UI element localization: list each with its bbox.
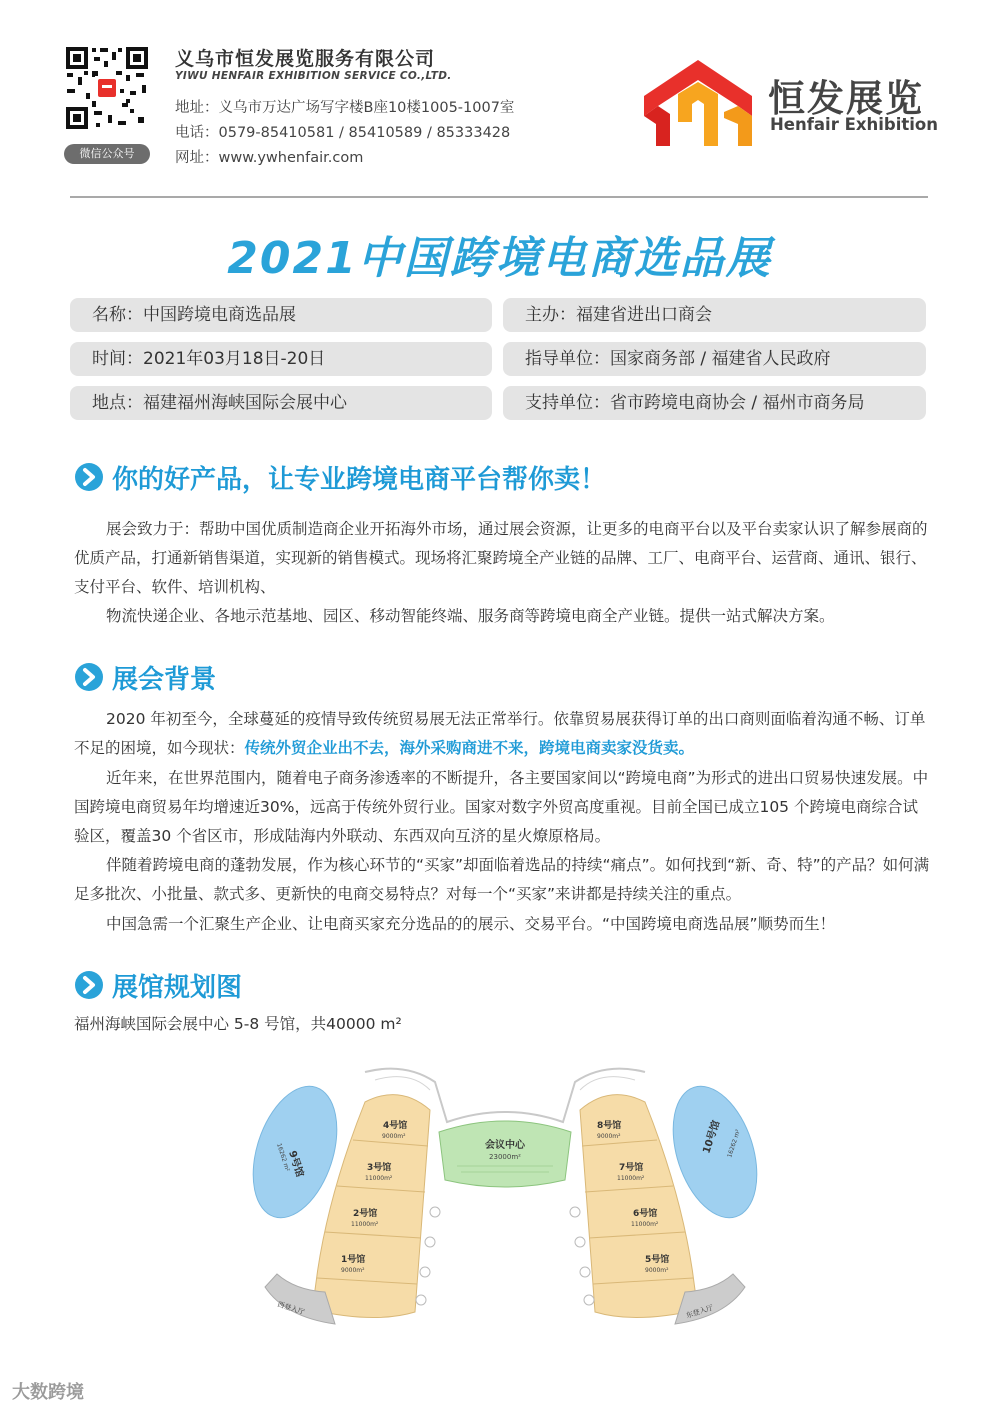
- hall-9-label: 9号馆: [286, 1149, 305, 1179]
- hall-5-label: 5号馆: [645, 1255, 670, 1265]
- address: 地址：义乌市万达广场写字楼B座10楼1005-1007室: [175, 100, 515, 116]
- section-title-background: 展会背景: [112, 665, 217, 695]
- chevron-right-icon: [74, 662, 104, 692]
- info-name: 名称：中国跨境电商选品展: [70, 298, 492, 332]
- hall-1-label: 1号馆: [341, 1255, 366, 1265]
- hall-7-area: 11000m²: [617, 1175, 645, 1182]
- hall-2-label: 2号馆: [353, 1209, 378, 1219]
- section-title-products: 你的好产品，让专业跨境电商平台帮你卖！: [112, 465, 607, 495]
- floorplan-caption: 福州海峡国际会展中心 5-8 号馆，共40000 m²: [74, 1015, 402, 1033]
- qr-code: [64, 45, 150, 131]
- hall-8-area: 9000m²: [597, 1133, 621, 1140]
- info-organizer: 主办：福建省进出口商会: [503, 298, 926, 332]
- hall-1-area: 9000m²: [341, 1267, 365, 1274]
- hall-6-area: 11000m²: [631, 1221, 659, 1228]
- west-entrance-label: 西登入厅: [276, 1300, 306, 1317]
- company-name-cn: 义乌市恒发展览服务有限公司: [175, 48, 436, 70]
- floor-plan: [225, 1062, 785, 1342]
- section2-paragraph-3: 伴随着跨境电商的蓬勃发展，作为核心环节的“买家”却面临着选品的持续“痛点”。如何找到“新、奇、特”的产品？如何满足多批次、小批量、款式多、更新快的电商交易特点？对每一个“买家”来讲都是持续关注的重点。: [74, 856, 930, 903]
- hall-8-label: 8号馆: [597, 1121, 622, 1131]
- chevron-right-icon: [74, 462, 104, 492]
- hall-7-label: 7号馆: [619, 1163, 644, 1173]
- logo-text-en: Henfair Exhibition: [770, 115, 939, 134]
- hall-5-area: 9000m²: [645, 1267, 669, 1274]
- phone: 电话：0579-85410581 / 85410589 / 85333428: [175, 125, 511, 141]
- qr-tag: 微信公众号: [64, 144, 150, 164]
- info-support: 支持单位：省市跨境电商协会 / 福州市商务局: [503, 386, 926, 420]
- section2-paragraph-1: [74, 705, 930, 763]
- section2-paragraph-2: 近年来，在世界范围内，随着电子商务渗透率的不断提升，各主要国家间以“跨境电商”为形式的进出口贸易快速发展。中国跨境电商贸易年均增速近30%，远高于传统外贸行业。国家对数字外贸高度重视。目前全国已成立105 个跨境电商综合试验区，覆盖30 个省区市，形成陆海内外联动、东西双向互济的星火燎原格局。: [74, 769, 929, 845]
- website-link[interactable]: 网址：www.ywhenfair.com: [175, 150, 364, 166]
- section-title-floorplan: 展馆规划图: [112, 973, 243, 1003]
- hall-3-area: 11000m²: [365, 1175, 393, 1182]
- hall-10-area: 16262 m²: [726, 1128, 742, 1159]
- section1-paragraph-1: 展会致力于：帮助中国优质制造商企业开拓海外市场，通过展会资源，让更多的电商平台以及平台卖家认识了解参展商的优质产品，打通新销售渠道，实现新的销售模式。现场将汇聚跨境全产业链的品牌、工厂、电商平台、运营商、通讯、银行、支付平台、软件、培训机构、: [74, 520, 928, 596]
- hall-10-label: 10号馆: [701, 1119, 723, 1155]
- hall-3-label: 3号馆: [367, 1163, 392, 1173]
- hall-2-area: 11000m²: [351, 1221, 379, 1228]
- info-venue: 地点：福建福州海峡国际会展中心: [70, 386, 492, 420]
- section2-paragraph-4: 中国急需一个汇聚生产企业、让电商买家充分选品的的展示、交易平台。“中国跨境电商选品展”顺势而生！: [106, 915, 836, 933]
- hall-4-label: 4号馆: [383, 1121, 408, 1131]
- hall-4-area: 9000m²: [382, 1133, 406, 1140]
- logo-text-cn: 恒发展览: [768, 77, 924, 120]
- info-time: 时间：2021年03月18日-20日: [70, 342, 492, 376]
- hall-6-label: 6号馆: [633, 1209, 658, 1219]
- conference-center: [439, 1121, 571, 1187]
- hall-9-area: 16262 m²: [275, 1142, 291, 1173]
- conference-center-label: 会议中心: [485, 1140, 525, 1151]
- chevron-right-icon: [74, 970, 104, 1000]
- paragraph-lead: 2020 年初至今，全球蔓延的疫情导致传统贸易展无法正常举行。依靠贸易展获得订单的出口商则面临着沟通不畅、订单不足的困境，如今现状：: [74, 710, 926, 757]
- header-divider: [70, 196, 928, 198]
- page-title: 2021中国跨境电商选品展: [227, 233, 772, 284]
- section1-paragraph-2: 物流快递企业、各地示范基地、园区、移动智能终端、服务商等跨境电商全产业链。提供一站式解决方案。: [106, 607, 835, 625]
- info-guide: 指导单位：国家商务部 / 福建省人民政府: [503, 342, 926, 376]
- henfair-logo-icon: [640, 60, 756, 148]
- highlight-text: 传统外贸企业出不去，海外采购商进不来，跨境电商卖家没货卖。: [244, 739, 695, 757]
- east-entrance-label: 东登入厅: [685, 1303, 715, 1320]
- watermark: 大数跨境: [12, 1382, 84, 1403]
- conference-center-area: 23000m²: [489, 1153, 521, 1161]
- company-name-en: YIWU HENFAIR EXHIBITION SERVICE CO.,LTD.: [175, 70, 452, 82]
